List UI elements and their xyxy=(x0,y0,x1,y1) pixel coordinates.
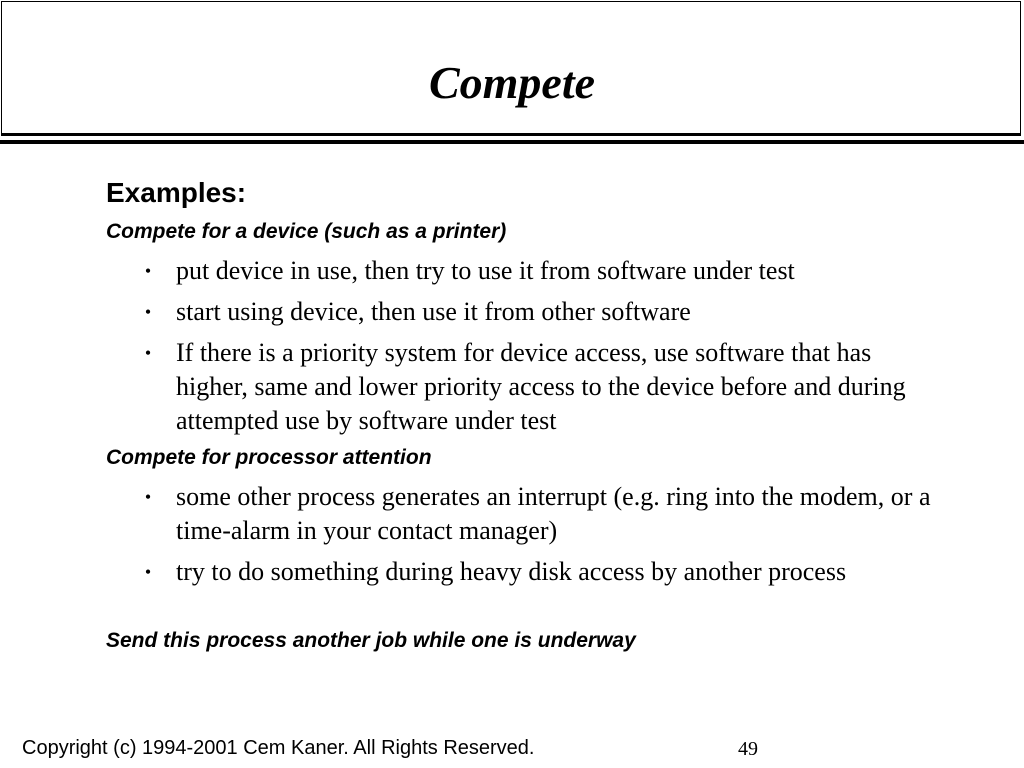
slide-title: Compete xyxy=(428,57,596,108)
bullet-text: If there is a priority system for device access, use software that has higher, same and lower priority access to the device before and during attempted use by software under test xyxy=(176,338,906,435)
section-heading-job: Send this process another job while one is underway xyxy=(106,629,636,652)
bullet-marker: • xyxy=(144,302,152,322)
bullet-item xyxy=(140,480,940,548)
bullet-marker: • xyxy=(144,562,152,582)
bullet-marker: • xyxy=(144,261,152,281)
title-divider xyxy=(0,140,1024,144)
bullet-marker: • xyxy=(144,487,152,507)
copyright-notice: Copyright (c) 1994-2001 Cem Kaner. All Rights Reserved. xyxy=(22,737,535,759)
bullet-text: start using device, then use it from other software xyxy=(176,297,691,326)
bullet-item xyxy=(140,295,940,329)
bullet-item xyxy=(140,254,940,288)
bullet-list-device xyxy=(140,254,940,438)
bullet-text: try to do something during heavy disk access by another process xyxy=(176,557,847,586)
bullet-text: put device in use, then try to use it from software under test xyxy=(176,256,795,285)
bullet-item xyxy=(140,336,940,438)
bullet-item xyxy=(140,555,940,589)
bullet-list-processor xyxy=(140,480,940,589)
section-heading-device: Compete for a device (such as a printer) xyxy=(106,220,507,243)
examples-heading: Examples: xyxy=(106,177,247,208)
page-number: 49 xyxy=(738,738,758,760)
bullet-marker: • xyxy=(144,343,152,363)
section-heading-processor: Compete for processor attention xyxy=(106,446,432,469)
bullet-text: some other process generates an interrupt (e.g. ring into the modem, or a time-alarm in your contact manager) xyxy=(176,482,931,545)
